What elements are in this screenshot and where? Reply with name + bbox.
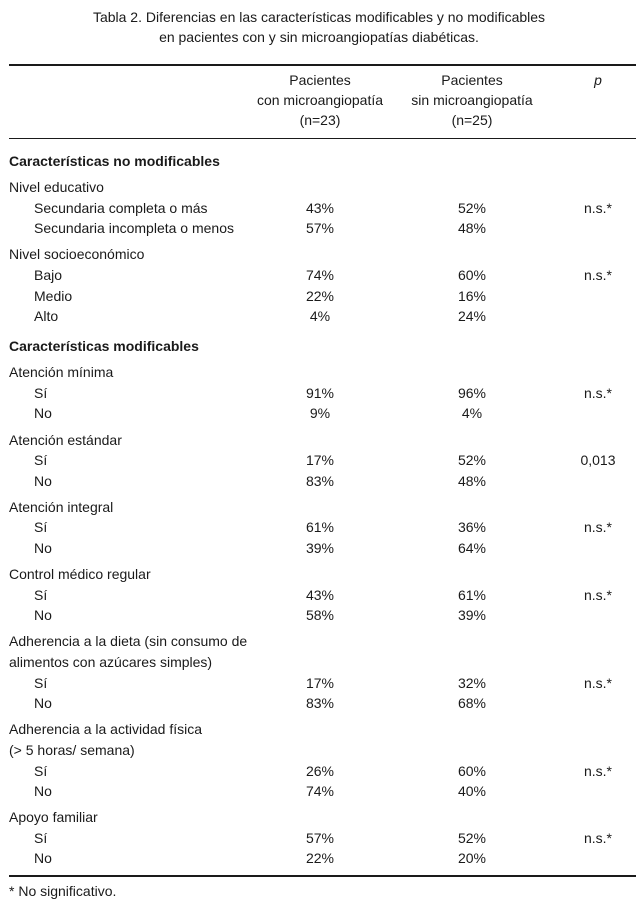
cell-without-microangiopathy: 4% [461, 405, 483, 422]
cell-with-microangiopathy: 83% [305, 695, 335, 712]
cell-without-microangiopathy: 36% [457, 519, 487, 536]
cell-without-microangiopathy: 20% [457, 850, 487, 867]
row-label: No [34, 783, 52, 800]
cell-with-microangiopathy: 22% [305, 850, 335, 867]
header-p: p [594, 72, 602, 88]
cell-with-microangiopathy: 39% [305, 540, 335, 556]
row-label: No [34, 695, 52, 712]
cell-with-microangiopathy: 4% [309, 308, 331, 325]
group-label: Adherencia a la actividad física [9, 721, 202, 738]
cell-p-value: n.s.* [583, 829, 612, 846]
header-with-l3: (n=23) [299, 112, 341, 128]
table-caption-line-1: Tabla 2. Diferencias en las características modificables y no modificables [92, 9, 546, 25]
cell-without-microangiopathy: 24% [457, 308, 487, 325]
cell-without-microangiopathy: 52% [457, 199, 487, 216]
top-rule [9, 64, 636, 66]
cell-without-microangiopathy: 64% [457, 540, 487, 556]
section-title: Características modificables [9, 338, 199, 355]
cell-without-microangiopathy: 48% [457, 472, 487, 489]
cell-with-microangiopathy: 17% [305, 674, 335, 691]
row-label: No [34, 472, 52, 489]
cell-with-microangiopathy: 22% [305, 287, 335, 304]
cell-without-microangiopathy: 68% [457, 695, 487, 712]
row-label: Bajo [34, 266, 63, 283]
cell-without-microangiopathy: 40% [457, 783, 487, 800]
bottom-rule [9, 875, 636, 877]
cell-with-microangiopathy: 91% [305, 384, 335, 401]
cell-p-value: 0,013 [580, 452, 616, 469]
header-without-l1: Pacientes [441, 72, 503, 88]
cell-p-value: n.s.* [583, 762, 612, 779]
cell-without-microangiopathy: 16% [457, 287, 487, 304]
row-label: No [34, 405, 52, 422]
header-with-l2: con microangiopatía [256, 92, 384, 108]
cell-with-microangiopathy: 74% [305, 266, 335, 283]
row-label: Sí [34, 452, 48, 469]
cell-with-microangiopathy: 83% [305, 472, 335, 489]
row-label: Medio [34, 287, 73, 304]
section-title: Características no modificables [9, 153, 220, 169]
header-without-l2: sin microangiopatía [411, 92, 533, 108]
group-label: Control médico regular [9, 566, 151, 583]
group-label: Atención mínima [9, 364, 114, 381]
group-label: Adherencia a la dieta (sin consumo de [9, 633, 248, 650]
cell-with-microangiopathy: 17% [305, 452, 335, 469]
group-label: (> 5 horas/ semana) [9, 741, 135, 758]
cell-p-value: n.s.* [583, 674, 612, 691]
cell-without-microangiopathy: 60% [457, 266, 487, 283]
group-label: Nivel educativo [9, 179, 104, 195]
cell-with-microangiopathy: 74% [305, 783, 335, 800]
row-label: Sí [34, 586, 48, 603]
cell-without-microangiopathy: 52% [457, 829, 487, 846]
row-label: Sí [34, 519, 48, 536]
cell-with-microangiopathy: 9% [309, 405, 331, 422]
row-label: Secundaria incompleta o menos [34, 220, 235, 237]
group-label: Atención estándar [9, 431, 122, 448]
cell-without-microangiopathy: 96% [457, 384, 487, 401]
cell-p-value: n.s.* [583, 586, 612, 603]
group-label: Nivel socioeconómico [9, 246, 145, 263]
cell-with-microangiopathy: 58% [305, 607, 335, 624]
cell-without-microangiopathy: 32% [457, 674, 487, 691]
row-label: Sí [34, 384, 48, 401]
row-label: Secundaria completa o más [34, 199, 208, 216]
cell-without-microangiopathy: 60% [457, 762, 487, 779]
cell-without-microangiopathy: 48% [457, 220, 487, 237]
cell-with-microangiopathy: 57% [305, 220, 335, 237]
cell-with-microangiopathy: 57% [305, 829, 335, 846]
cell-with-microangiopathy: 61% [305, 519, 335, 536]
group-label: Atención integral [9, 498, 114, 515]
cell-p-value: n.s.* [583, 519, 612, 536]
cell-p-value: n.s.* [583, 266, 612, 283]
group-label: alimentos con azúcares simples) [9, 654, 213, 670]
row-label: No [34, 850, 52, 867]
footnote: * No significativo. [9, 883, 117, 899]
table-caption-line-2: en pacientes con y sin microangiopatías diabéticas. [159, 29, 479, 45]
header-with-l1: Pacientes [289, 72, 351, 88]
row-label: Sí [34, 829, 48, 846]
cell-without-microangiopathy: 52% [457, 452, 487, 469]
cell-p-value: n.s.* [583, 199, 612, 216]
cell-with-microangiopathy: 26% [305, 762, 335, 779]
group-label: Apoyo familiar [9, 809, 98, 826]
row-label: No [34, 607, 52, 624]
header-without-l3: (n=25) [451, 112, 493, 128]
header-rule [9, 138, 636, 139]
cell-with-microangiopathy: 43% [305, 586, 335, 603]
cell-with-microangiopathy: 43% [305, 199, 335, 216]
row-label: Alto [34, 308, 59, 325]
row-label: Sí [34, 762, 48, 779]
cell-without-microangiopathy: 61% [457, 586, 487, 603]
row-label: No [34, 540, 52, 556]
cell-without-microangiopathy: 39% [457, 607, 487, 624]
cell-p-value: n.s.* [583, 384, 612, 401]
row-label: Sí [34, 674, 48, 691]
